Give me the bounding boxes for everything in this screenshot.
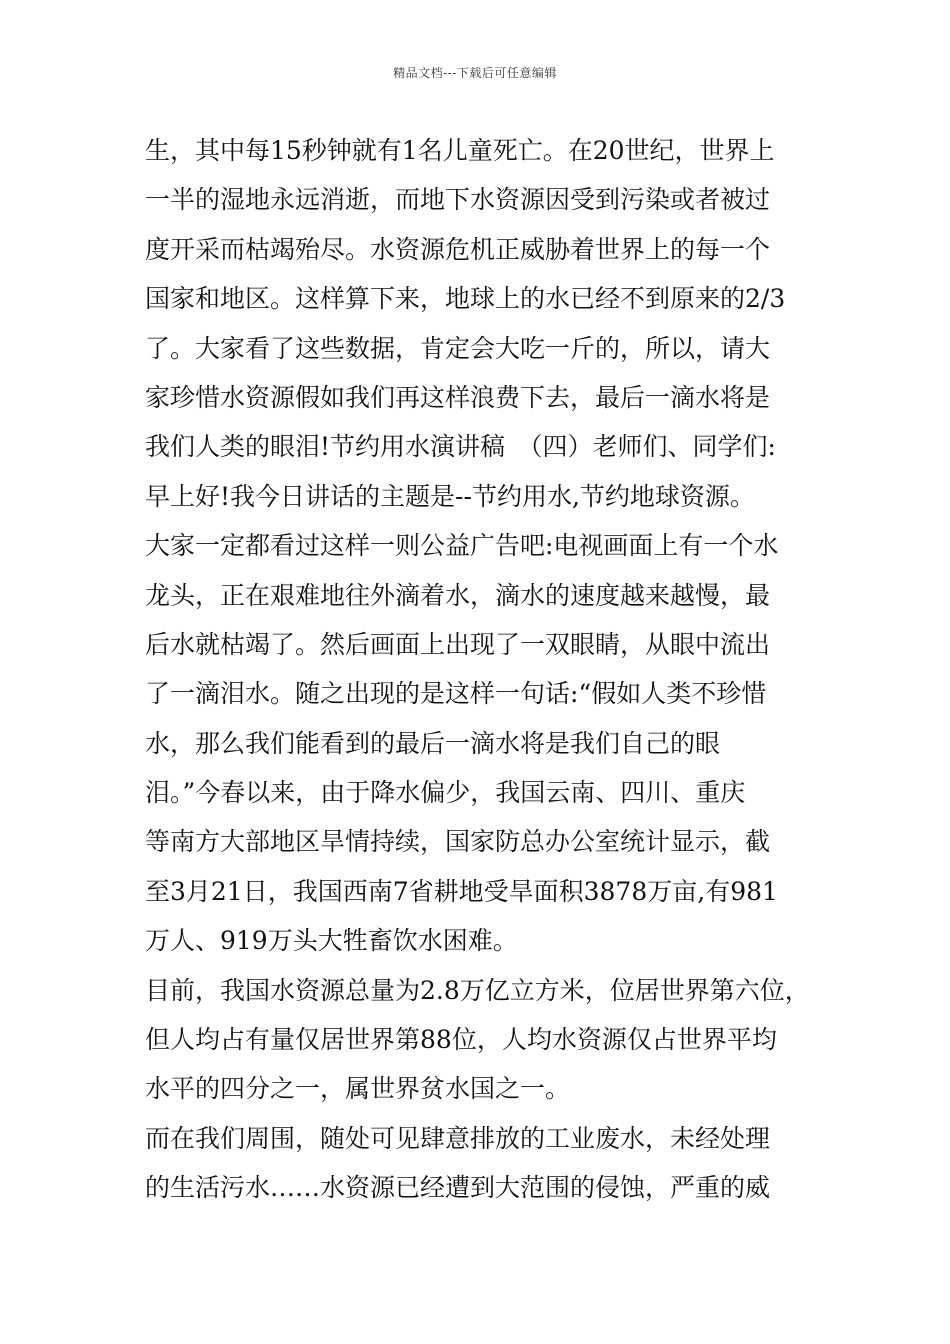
text-line: 度开采而枯竭殆尽。水资源危机正威胁着世界上的每一个: [145, 234, 771, 264]
text-line: 家珍惜水资源假如我们再这样浪费下去，最后一滴水将是: [145, 382, 771, 412]
text-line: 而在我们周围，随处可见肆意排放的工业废水，未经处理: [145, 1123, 771, 1153]
text-line: 的生活污水……水资源已经遭到大范围的侵蚀，严重的威: [145, 1173, 771, 1203]
text-line: 生，其中每15秒钟就有1名儿童死亡。在20世纪，世界上: [145, 136, 775, 165]
text-line: 了一滴泪水。随之出现的是这样一句话:“假如人类不珍惜: [145, 679, 767, 709]
text-line: 水平的四分之一，属世界贫水国之一。: [145, 1074, 571, 1104]
page-header: 精品文档---下载后可任意编辑: [393, 66, 557, 80]
text-line: 我们人类的眼泪!节约用水演讲稿 （四）老师们、同学们:: [145, 432, 776, 462]
text-line: 至3月21日，我国西南7省耕地受旱面积3878万亩,有981: [145, 876, 778, 906]
text-line: 后水就枯竭了。然后画面上出现了一双眼睛，从眼中流出: [145, 629, 771, 659]
text-line: 一半的湿地永远消逝，而地下水资源因受到污染或者被过: [145, 185, 771, 215]
text-line: 等南方大部地区旱情持续，国家防总办公室统计显示，截: [145, 827, 771, 857]
text-line: 泪。”今春以来，由于降水偏少，我国云南、四川、重庆: [145, 778, 746, 808]
text-line: 国家和地区。这样算下来，地球上的水已经不到原来的2/3: [145, 284, 786, 314]
text-line: 了。大家看了这些数据，肯定会大吃一斤的，所以，请大: [145, 333, 771, 363]
document-body: [145, 126, 825, 1213]
text-line: 水，那么我们能看到的最后一滴水将是我们自己的眼: [145, 728, 721, 758]
text-line: 龙头，正在艰难地往外滴着水，滴水的速度越来越慢，最: [145, 580, 771, 610]
text-line: 早上好!我今日讲话的主题是--节约用水,节约地球资源。: [145, 481, 755, 511]
text-line: 但人均占有量仅居世界第88位，人均水资源仅占世界平均: [145, 1025, 777, 1055]
text-line: 万人、919万头大牲畜饮水困难。: [145, 926, 518, 956]
text-line: 目前，我国水资源总量为2.8万亿立方米，位居世界第六位，: [145, 975, 810, 1005]
text-line: 大家一定都看过这样一则公益广告吧:电视画面上有一个水: [145, 531, 779, 561]
